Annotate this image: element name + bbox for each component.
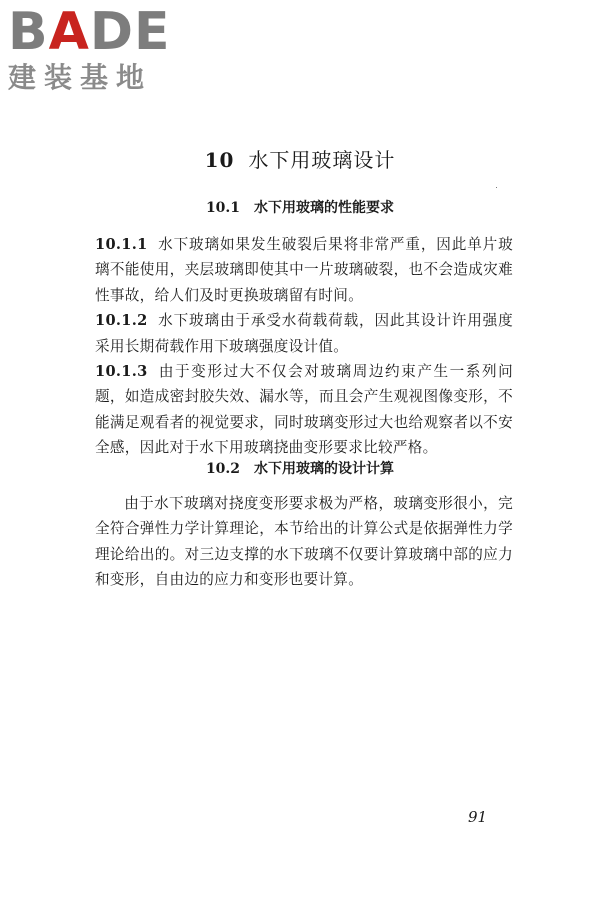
brand-logo — [8, 4, 178, 96]
clause-10-1-2 — [95, 308, 513, 359]
logo-subtitle: 建装基地 — [8, 61, 153, 94]
clause-text: 由于变形过大不仅会对玻璃周边约束产生一系列问题，如造成密封胶失效、漏水等，而且会产生观视图像变形，不能满足观看者的视觉要求，同时玻璃变形过大也给观察者以不安全感，因此对于水下用玻璃挠曲变形要求比较严格。 — [95, 363, 513, 457]
logo-letter-b: B — [8, 2, 49, 62]
clause-number: 10.1.1 — [95, 236, 148, 253]
clause-10-1-1 — [95, 232, 513, 308]
logo-letter-a-accent: A — [48, 2, 90, 62]
clause-number: 10.1.2 — [95, 312, 148, 330]
chapter-title — [0, 146, 600, 174]
section-heading-10-2 — [0, 458, 600, 480]
paragraph: 由于水下玻璃对挠度变形要求极为严格，玻璃变形很小，完全符合弹性力学计算理论，本节给出的计算公式是依据弹性力学理论给出的。对三边支撑的水下玻璃不仅要计算玻璃中部的应力和变形，自由边的应力和变形也要计算。 — [95, 495, 513, 589]
clause-10-1-3 — [95, 359, 513, 461]
section-title-text: 水下用玻璃的设计计算 — [254, 461, 395, 477]
logo-wordmark — [8, 4, 178, 60]
chapter-title-text: 水下用玻璃设计 — [248, 148, 396, 172]
section-number: 10.2 — [205, 461, 241, 477]
section-heading-10-1 — [0, 197, 600, 219]
clause-text: 水下玻璃如果发生破裂后果将非常严重，因此单片玻璃不能使用，夹层玻璃即使其中一片玻璃破裂，也不会造成灾难性事故，给人们及时更换玻璃留有时间。 — [95, 236, 513, 304]
section-number: 10.1 — [205, 200, 241, 216]
clause-text: 水下玻璃由于承受水荷载荷载，因此其设计许用强度采用长期荷载作用下玻璃强度设计值。 — [95, 312, 513, 355]
section-10-1-body — [95, 232, 513, 461]
chapter-number: 10 — [204, 148, 235, 172]
page-number: 91 — [468, 808, 488, 826]
section-10-2-body — [95, 491, 513, 593]
logo-letters-de: DE — [89, 2, 171, 62]
section-title-text: 水下用玻璃的性能要求 — [254, 200, 395, 216]
clause-number: 10.1.3 — [95, 363, 148, 381]
scan-speck — [496, 187, 497, 188]
